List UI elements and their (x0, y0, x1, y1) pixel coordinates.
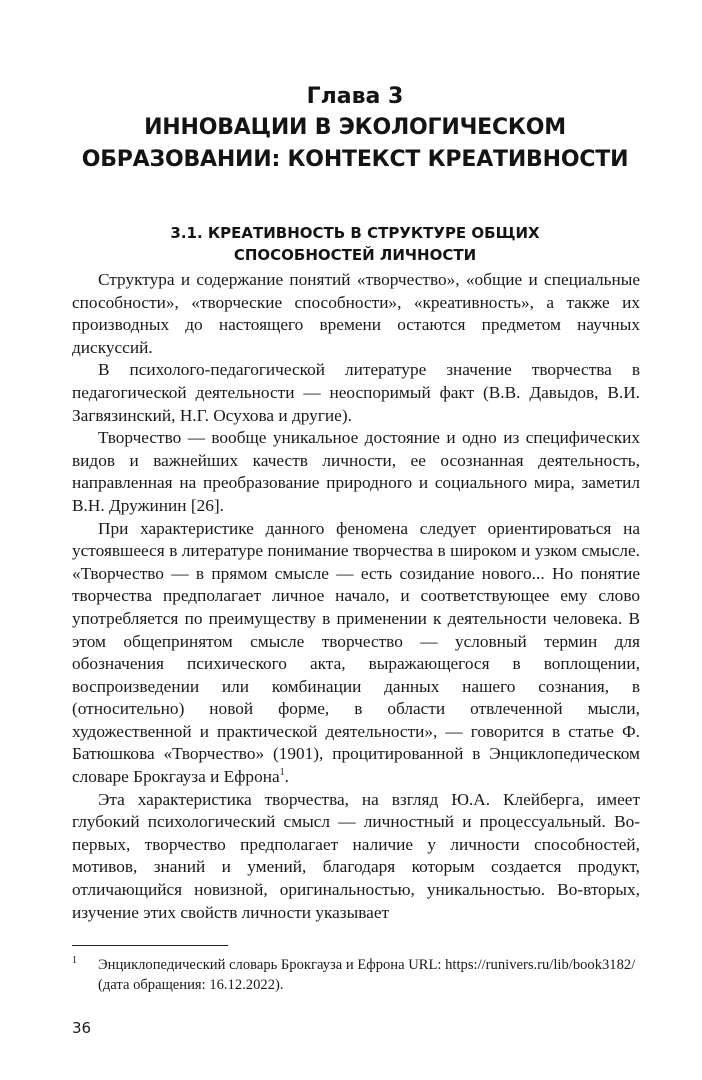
chapter-title-line-1: ИННОВАЦИИ В ЭКОЛОГИЧЕСКОМ (144, 115, 566, 140)
paragraph: Эта характеристика творчества, на взгляд Ю.А. Клейберга, имеет глубокий психологический смысл — личностный и процессуальный. Во-первых, творчество предполагает наличие у личности способностей, мотивов, знаний и умений, благодаря которым создается продукт, отличающийся новизной, оригинальностью, уникальностью. Во-вторых, изучение этих свойств личности указывает (72, 789, 640, 922)
footnote-reference[interactable]: 1 (279, 767, 285, 779)
footnote (72, 955, 640, 995)
section-title-line-1: 3.1. КРЕАТИВНОСТЬ В СТРУКТУРЕ ОБЩИХ (170, 224, 540, 242)
paragraph: В психолого-педагогической литературе значение творчества в педагогической деятельности — неоспоримый факт (В.В. Давыдов, В.И. Загвязинский, Н.Г. Осухова и другие). (72, 360, 640, 425)
chapter-title-line-2: ОБРАЗОВАНИИ: КОНТЕКСТ КРЕАТИВНОСТИ (81, 147, 629, 172)
paragraph: Творчество — вообще уникальное достояние и одно из специфических видов и важнейших качеств личности, ее осознанная деятельность, направленная на преобразование природного и социального мира, заметил В.Н. Дружинин [26]. (72, 428, 640, 515)
section-title-line-2: СПОСОБНОСТЕЙ ЛИЧНОСТИ (233, 246, 477, 264)
footnote-mark: 1 (72, 955, 77, 966)
page-number: 36 (72, 1019, 92, 1037)
paragraph: Структура и содержание понятий «творчество», «общие и специальные способности», «творческие способности», «креативность», а также их производных до настоящего времени остаются предметом научных дискуссий. (72, 270, 640, 357)
chapter-heading (60, 82, 650, 176)
chapter-number: Глава 3 (306, 84, 404, 109)
footnote-divider (72, 945, 228, 946)
section-heading (100, 222, 610, 266)
paragraph-text: При характеристике данного феномена следует ориентироваться на устоявшееся в литературе понимание творчества в широком и узком смысле. «Творчество — в прямом смысле — есть созидание нового... Но понятие творчества предполагает личное начало, и соответствующее ему слово употребляется по преимуществу в применении к деятельности человека. В этом общепринятом смысле творчество — условный термин для обозначения психического акта, выражающегося в воплощении, воспроизведении или комбинации данных нашего сознания, в (относительно) новой форме, в области отвлеченной мысли, художественной и практической деятельности», — говорится в статье Ф. Батюшкова «Творчество» (1901), процитированной в Энциклопедическом словаре Брокгауза и Ефрона (72, 518, 640, 787)
paragraph-end-punctuation: . (284, 767, 289, 787)
footnote-text: Энциклопедический словарь Брокгауза и Ефрона URL: https://runivers.ru/lib/book3182/ (дата обращения: 16.12.2022). (98, 957, 636, 993)
body-text (72, 269, 640, 924)
paragraph (72, 518, 640, 789)
